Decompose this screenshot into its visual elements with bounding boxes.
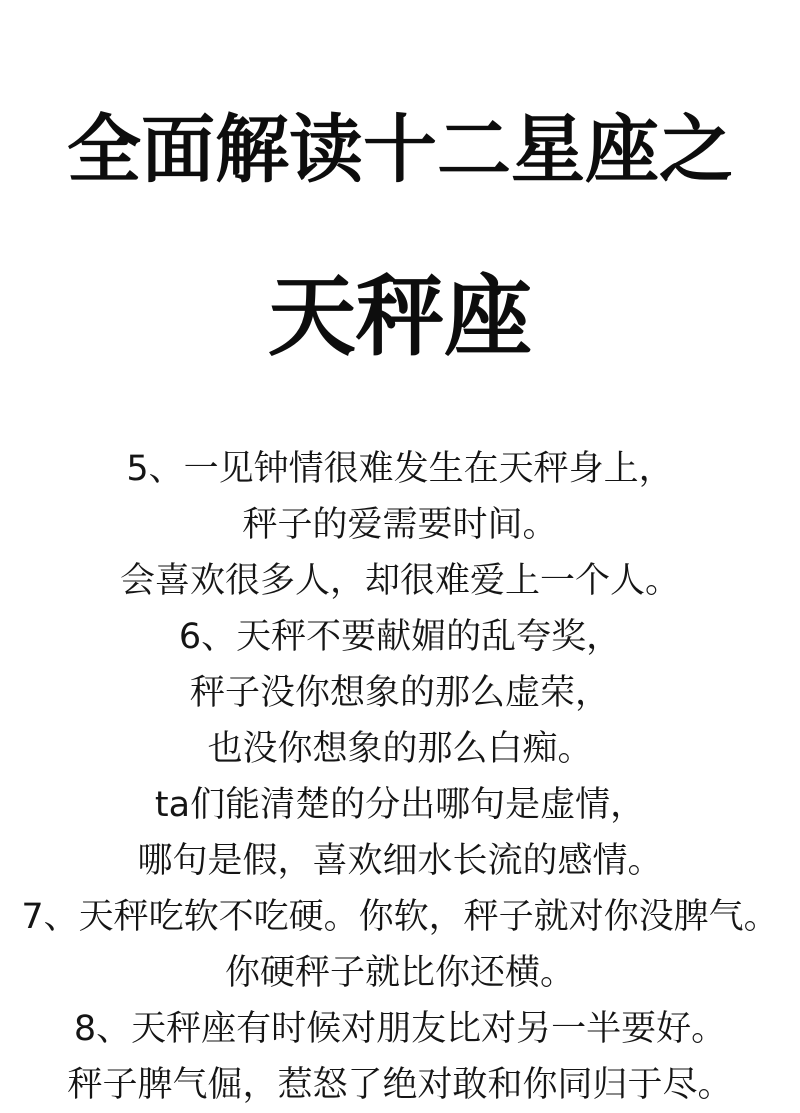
title-heading: 全面解读十二星座之	[67, 107, 733, 193]
title-subject: 天秤座	[267, 265, 532, 368]
body-line: 5、一见钟情很难发生在天秤身上，	[126, 449, 674, 489]
body-line: 7、天秤吃软不吃硬。你软，秤子就对你没脾气。	[21, 897, 779, 937]
body-line: 8、天秤座有时候对朋友比对另一半要好。	[73, 1009, 727, 1049]
body-line: 哪句是假，喜欢细水长流的感情。	[137, 841, 663, 881]
body-line: 也没你想象的那么白痴。	[207, 729, 593, 769]
body-line: 6、天秤不要献媚的乱夸奖，	[178, 617, 622, 657]
body-line: ta们能清楚的分出哪句是虚情，	[154, 785, 646, 825]
body-line: 会喜欢很多人，却很难爱上一个人。	[119, 561, 680, 601]
body-line: 秤子没你想象的那么虚荣，	[189, 673, 610, 713]
body-line: 秤子的爱需要时间。	[242, 505, 558, 545]
body-line: 你硬秤子就比你还横。	[224, 953, 575, 993]
body-text	[0, 441, 800, 1113]
body-line: 秤子脾气倔，惹怒了绝对敢和你同归于尽。	[67, 1065, 733, 1105]
